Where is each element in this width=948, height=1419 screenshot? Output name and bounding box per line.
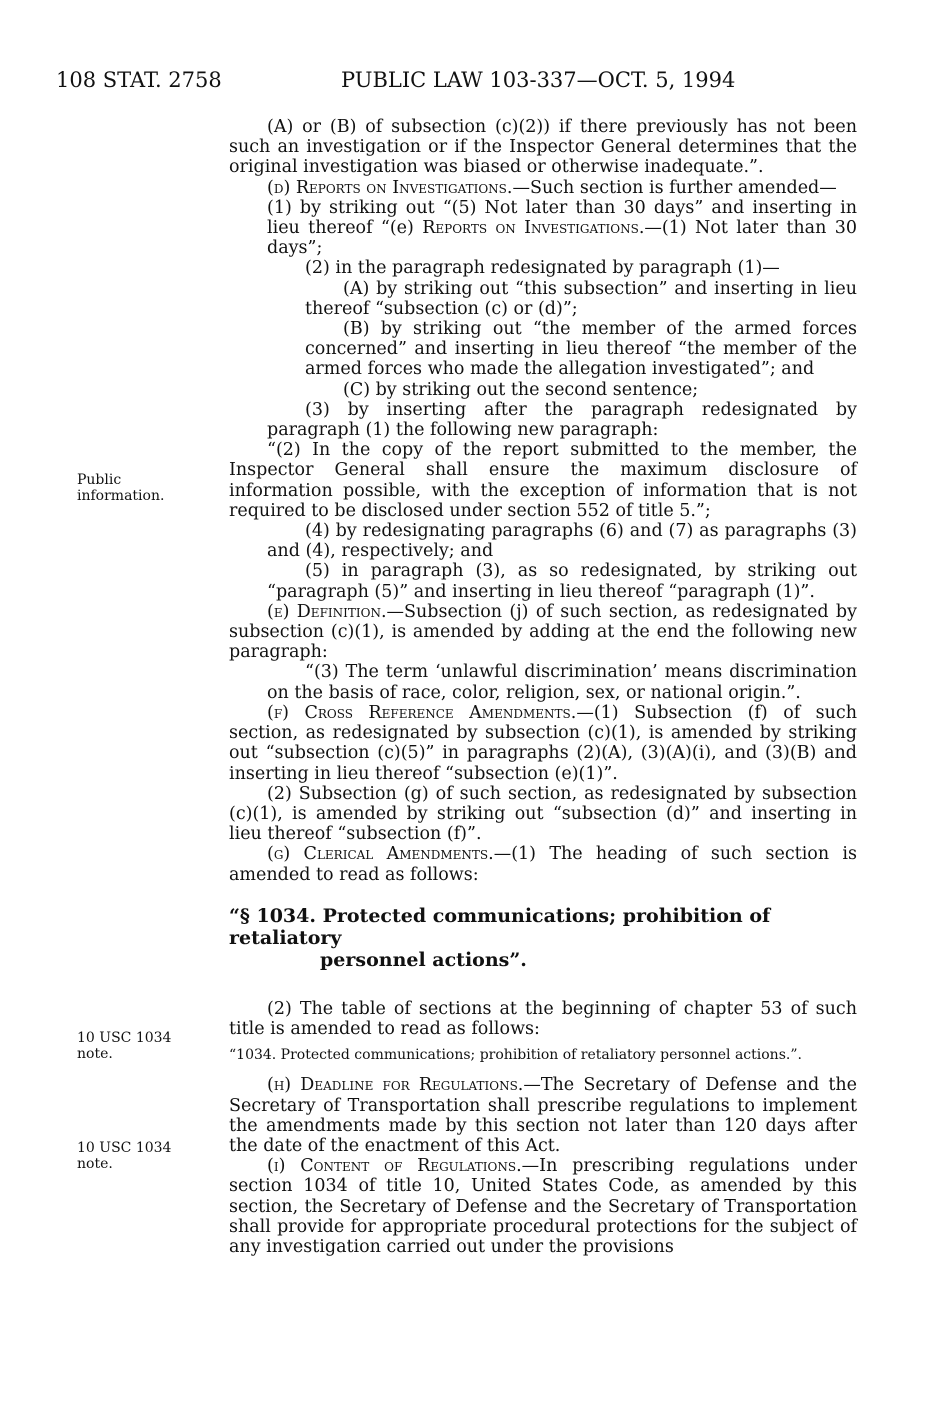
paragraph-text: —(1) The heading of such section is amended to read as follows: (229, 844, 857, 885)
margin-note-public-information: Public information. (77, 472, 165, 504)
paragraph-text: —(1) Subsection (f) of such section, as redesignated by subsection (c)(1), is amended by striking out “subsection (c)(5)” in paragraphs (2)(A), (3)(A)(i), and (3)(B) and inserting in lieu thereof “subsection (e)(1)”. (229, 702, 858, 784)
section-heading (229, 905, 857, 971)
subsection-label: (e) Definition. (267, 601, 387, 622)
stat-citation: 108 STAT. 2758 (56, 68, 222, 92)
paragraph-f (229, 703, 857, 784)
paragraph: (5) in paragraph (3), as so redesignated, by striking out “paragraph (5)” and inserting in lieu thereof “paragraph (1)”. (267, 561, 857, 602)
paragraph: (2) The table of sections at the beginning of chapter 53 of such title is amended to read as follows: (229, 998, 857, 1039)
paragraph-text: (1) by striking out “(5) Not later than 30 days” and inserting in lieu thereof “(e) (267, 197, 857, 239)
public-law-title: PUBLIC LAW 103-337—OCT. 5, 1994 (341, 68, 736, 92)
section-heading-line-2: personnel actions”. (320, 948, 527, 971)
paragraph: (3) by inserting after the paragraph redesignated by paragraph (1) the following new paragraph: (267, 399, 857, 441)
subsection-label: (f) Cross Reference Amendments. (267, 702, 577, 723)
table-of-sections-entry: “1034. Protected communications; prohibition of retaliatory personnel actions.”. (229, 1047, 802, 1064)
margin-note-usc-1: 10 USC 1034 note. (77, 1030, 172, 1062)
paragraph: (C) by striking out the second sentence; (343, 379, 699, 400)
inline-label: Reports on Investigations. (422, 218, 645, 239)
paragraph-g (229, 844, 857, 884)
paragraph-text: —In prescribing regulations under section 1034 of title 10, United States Code, as amended by this section, the Secretary of Defense and the Secretary of Transportation shall provide for appropriate procedural protections for the subject of any investigation carried out under the provisions (229, 1156, 857, 1257)
paragraph-text: (B) by striking out “the member of the armed forces concerned” and inserting in lieu thereof “the member of the armed forces who made the allegation investigated”; and (305, 319, 857, 380)
subsection-label: (i) Content of Regulations. (267, 1156, 522, 1177)
body-text (229, 117, 857, 1257)
paragraph-text: —Subsection (j) of such section, as redesignated by subsection (c)(1), is amended by adding at the end the following new paragraph: (229, 601, 857, 663)
paragraph-e (229, 602, 857, 663)
paragraph-h (229, 1075, 857, 1156)
paragraph-text: —(1) Not later than 30 days”; (267, 218, 857, 259)
paragraph-d (229, 178, 857, 198)
paragraph-text: —The Secretary of Defense and the Secretary of Transportation shall prescribe regulations to implement the amendments made by this section not later than 120 days after the date of the enactment of this Act. (229, 1075, 857, 1156)
paragraph: (2) Subsection (g) of such section, as redesignated by subsection (c)(1), is amended by striking out “subsection (d)” and inserting in lieu thereof “subsection (f)”. (229, 783, 857, 845)
paragraph-text: (A) by striking out “this subsection” and inserting in lieu thereof “subsection (c) or (d)”; (305, 278, 857, 319)
paragraph (229, 279, 857, 319)
paragraph (191, 198, 857, 259)
subsection-label: (g) Clerical Amendments. (267, 844, 494, 865)
paragraph-quote: “(3) The term ‘unlawful discrimination’ means discrimination on the basis of race, color, religion, sex, or national origin.”. (267, 662, 857, 703)
paragraph-text: —Such section is further amended— (512, 177, 837, 198)
paragraph (229, 319, 857, 380)
margin-note-usc-2: 10 USC 1034 note. (77, 1140, 172, 1172)
section-heading-line-1: “§ 1034. Protected communications; prohibition of retaliatory (229, 904, 771, 949)
paragraph-quote: “(2) In the copy of the report submitted to the member, the Inspector General shall ensure the maximum disclosure of information possible, with the exception of information that is not required to be disclosed under section 552 of title 5.”; (229, 440, 857, 521)
paragraph-i (229, 1156, 857, 1257)
subsection-label: (d) Reports on Investigations. (267, 177, 513, 198)
paragraph: (A) or (B) of subsection (c)(2)) if there previously has not been such an investigation or if the Inspector General determines that the original investigation was biased or otherwise inadequate.”. (229, 117, 857, 178)
paragraph: (2) in the paragraph redesignated by paragraph (1)— (305, 258, 780, 279)
subsection-label: (h) Deadline for Regulations. (267, 1075, 524, 1096)
paragraph: (4) by redesignating paragraphs (6) and (7) as paragraphs (3) and (4), respectively; and (267, 521, 857, 562)
